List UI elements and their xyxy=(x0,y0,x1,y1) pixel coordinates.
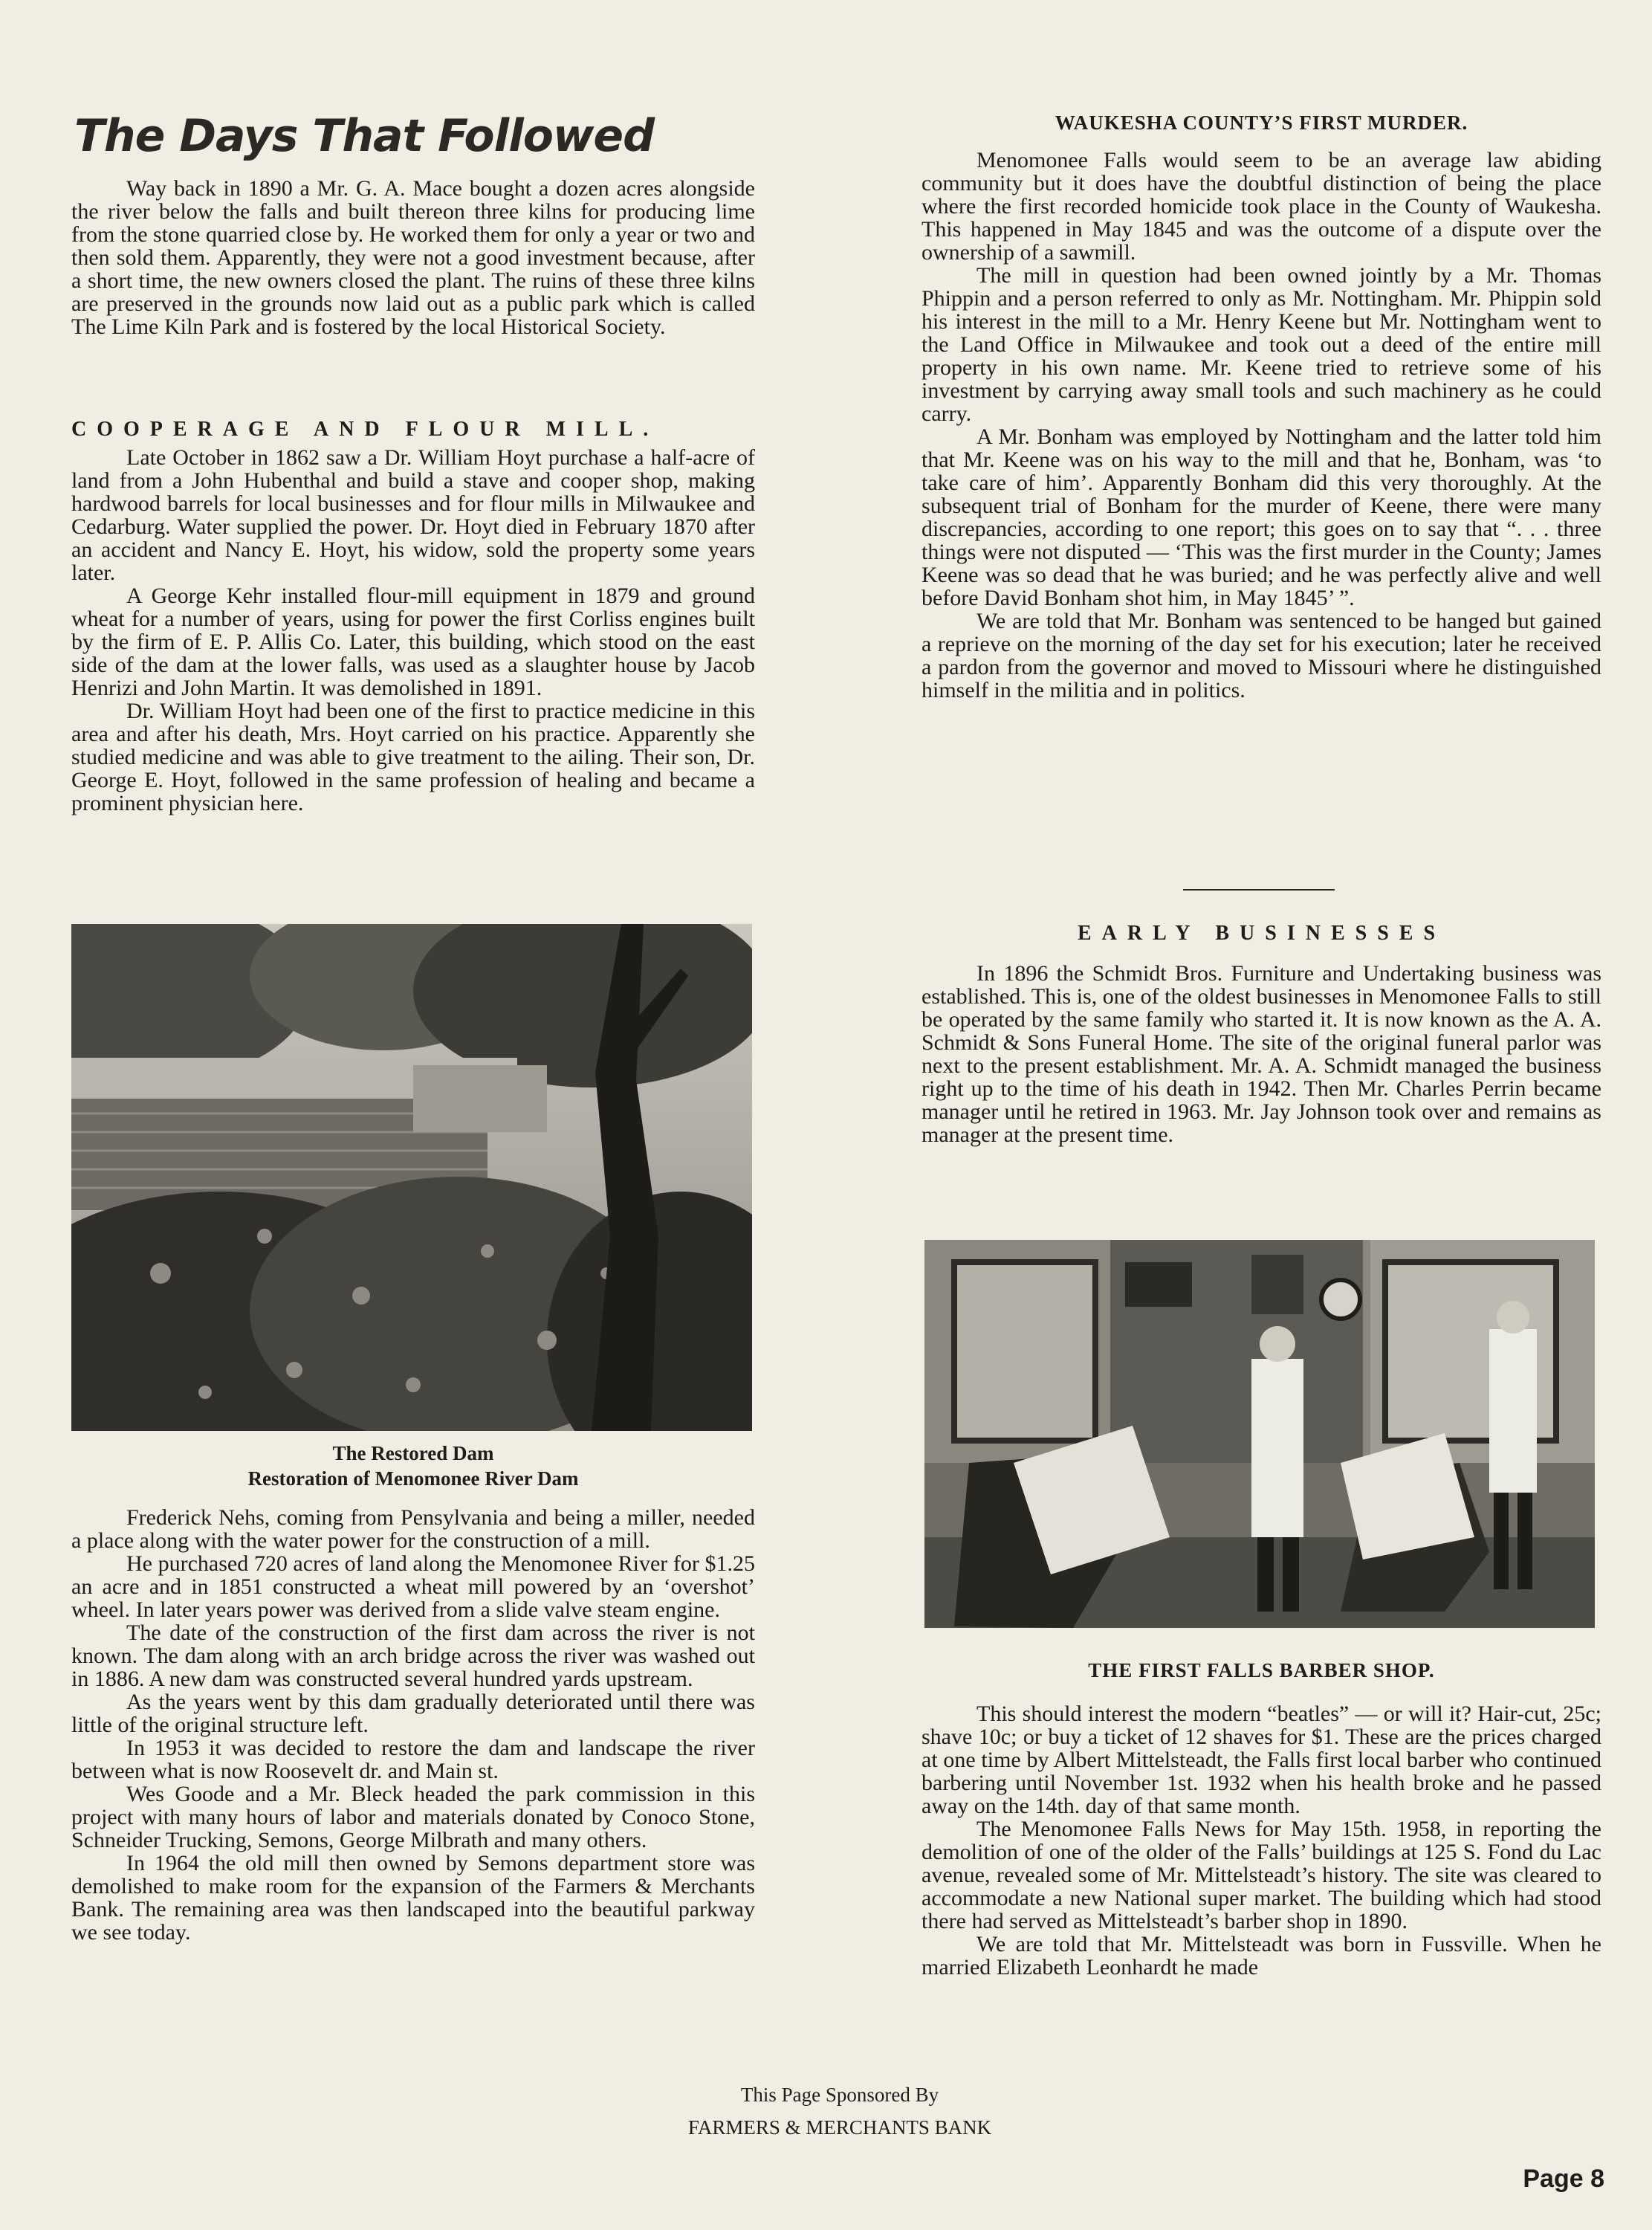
paragraph: In 1953 it was decided to restore the dam and landscape the river between what is now Roosevelt dr. and Main st. xyxy=(71,1736,755,1783)
barber-shop-photo xyxy=(924,1240,1595,1628)
murder-heading: WAUKESHA COUNTY’S FIRST MURDER. xyxy=(1055,112,1468,134)
caption-line-2: Restoration of Menomonee River Dam xyxy=(247,1467,579,1490)
photo-caption xyxy=(71,1441,755,1491)
paragraph: A Mr. Bonham was employed by Nottingham and the latter told him that Mr. Keene was on his way to the mill and that he, Bonham, was ‘to take care of him’. Apparently Bonham did this very thoroughly. At the subsequent trial of Bonham for the murder of Keene, there were many discrepancies, according to one report; this goes on to say that “. . . three things were not disputed — ‘This was the first murder in the County; James Keene was so dead that he was buried; and he was perfectly alive and well before David Bonham shot him, in May 1845’ ”. xyxy=(921,424,1601,610)
early-businesses-heading: EARLY BUSINESSES xyxy=(1077,922,1446,945)
paragraph: Menomonee Falls would seem to be an average law abiding community but it does have the doubtful distinction of being the place where the first recorded homicide took place in the County of Waukesha. This happened in May 1845 and was the outcome of a dispute over the ownership of a sawmill. xyxy=(921,148,1601,265)
paragraph: The date of the construction of the first dam across the river is not known. The dam along with an arch bridge across the river was washed out in 1886. A new dam was constructed several hundred yards upstream. xyxy=(71,1620,755,1691)
intro-text xyxy=(71,177,755,338)
paragraph: Way back in 1890 a Mr. G. A. Mace bought a dozen acres alongside the river below the falls and built thereon three kilns for producing lime from the stone quarried close by. He worked them for only a year or two and then sold them. Apparently, they were not a good investment because, after a short time, the new owners closed the plant. The ruins of these three kilns are preserved in the grounds now laid out as a public park which is called The Lime Kiln Park and is fostered by the local Historical Society. xyxy=(71,176,755,339)
sponsor-line: This Page Sponsored By xyxy=(740,2084,939,2106)
paragraph: He purchased 720 acres of land along the Menomonee River for $1.25 an acre and in 1851 constructed a wheat mill powered by an ‘overshot’ wheel. In later years power was derived from a slide valve steam engine. xyxy=(71,1551,755,1622)
restored-dam-photo xyxy=(71,924,752,1431)
paragraph: Wes Goode and a Mr. Bleck headed the park commission in this project with many hours of labor and materials donated by Conoco Stone, Schneider Trucking, Semons, George Milbrath and many others. xyxy=(71,1782,755,1852)
cooperage-heading: COOPERAGE AND FLOUR MILL. xyxy=(71,418,659,441)
paragraph: The mill in question had been owned jointly by a Mr. Thomas Phippin and a person referred to only as Mr. Nottingham. Mr. Phippin sold his interest in the mill to a Mr. Henry Keene but Mr. Nottingham went to the Land Office in Milwaukee and took out a deed of the entire mill property in his own name. Mr. Keene tried to retrieve some of his investment by carrying away small tools and such machinery as he could carry. xyxy=(921,263,1601,426)
sponsor-name: FARMERS & MERCHANTS BANK xyxy=(687,2116,992,2139)
barber-text xyxy=(921,1702,1601,1979)
section-divider xyxy=(1183,889,1335,891)
page-number: Page 8 xyxy=(1523,2165,1604,2193)
barber-scene-image xyxy=(924,1240,1595,1628)
paragraph: We are told that Mr. Bonham was sentenced to be hanged but gained a reprieve on the morning of the day set for his execution; later he received a pardon from the governor and moved to Missouri where he distinguished himself in the militia and in politics. xyxy=(921,609,1601,702)
paragraph: Dr. William Hoyt had been one of the first to practice medicine in this area and after his death, Mrs. Hoyt carried on his practice. Apparently she studied medicine and was able to give treatment to the ailing. Their son, Dr. George E. Hoyt, followed in the same profession of healing and became a prominent physician here. xyxy=(71,699,755,815)
paragraph: In 1964 the old mill then owned by Semons department store was demolished to make room for the expansion of the Farmers & Merchants Bank. The remaining area was then landscaped into the beautiful parkway we see today. xyxy=(71,1851,755,1945)
paragraph: Late October in 1862 saw a Dr. William Hoyt purchase a half-acre of land from a John Hubenthal and build a stave and cooper shop, making hardwood barrels for local businesses and for flour mills in Milwaukee and Cedarburg. Water supplied the power. Dr. Hoyt died in February 1870 after an accident and Nancy E. Hoyt, his widow, sold the property some years later. xyxy=(71,445,755,585)
paragraph: In 1896 the Schmidt Bros. Furniture and Undertaking business was established. This is, one of the oldest businesses in Menomonee Falls to still be operated by the same family who started it. It is now known as the A. A. Schmidt & Sons Funeral Home. The site of the original funeral parlor was next to the present establishment. Mr. A. A. Schmidt managed the business right up to the time of his death in 1942. Then Mr. Charles Perrin became manager until he retired in 1963. Mr. Jay Johnson took over and remains as manager at the present time. xyxy=(921,961,1601,1147)
sponsor-footer xyxy=(520,2078,1159,2144)
murder-text xyxy=(921,149,1601,702)
dam-scene-image xyxy=(71,924,752,1431)
businesses-text xyxy=(921,962,1601,1146)
barber-shop-heading: THE FIRST FALLS BARBER SHOP. xyxy=(1088,1659,1435,1681)
paragraph: As the years went by this dam gradually deteriorated until there was little of the original structure left. xyxy=(71,1690,755,1737)
paragraph: We are told that Mr. Mittelsteadt was born in Fussville. When he married Elizabeth Leonhardt he made xyxy=(921,1932,1601,1979)
caption-line-1: The Restored Dam xyxy=(332,1442,494,1464)
page-title: The Days That Followed xyxy=(74,110,655,162)
paragraph: Frederick Nehs, coming from Pensylvania and being a miller, needed a place along with the water power for the construction of a mill. xyxy=(71,1505,755,1553)
paragraph: This should interest the modern “beatles” — or will it? Hair-cut, 25c; shave 10c; or buy a ticket of 12 shaves for $1. These are the prices charged at one time by Albert Mittelsteadt, the Falls first local barber who continued barbering until November 1st. 1932 when his health broke and he passed away on the 14th. day of that same month. xyxy=(921,1701,1601,1818)
cooperage-text xyxy=(71,446,755,815)
paragraph: A George Kehr installed flour-mill equipment in 1879 and ground wheat for a number of years, using for power the first Corliss engines built by the firm of E. P. Allis Co. Later, this building, which stood on the east side of the dam at the lower falls, was used as a slaughter house by Jacob Henrizi and John Martin. It was demolished in 1891. xyxy=(71,584,755,700)
dam-text xyxy=(71,1506,755,1944)
paragraph: The Menomonee Falls News for May 15th. 1958, in reporting the demolition of one of the older of the Falls’ buildings at 125 S. Fond du Lac avenue, revealed some of Mr. Mittelsteadt’s history. The site was cleared to accommodate a new National super market. The building which had stood there had served as Mittelsteadt’s barber shop in 1890. xyxy=(921,1817,1601,1933)
